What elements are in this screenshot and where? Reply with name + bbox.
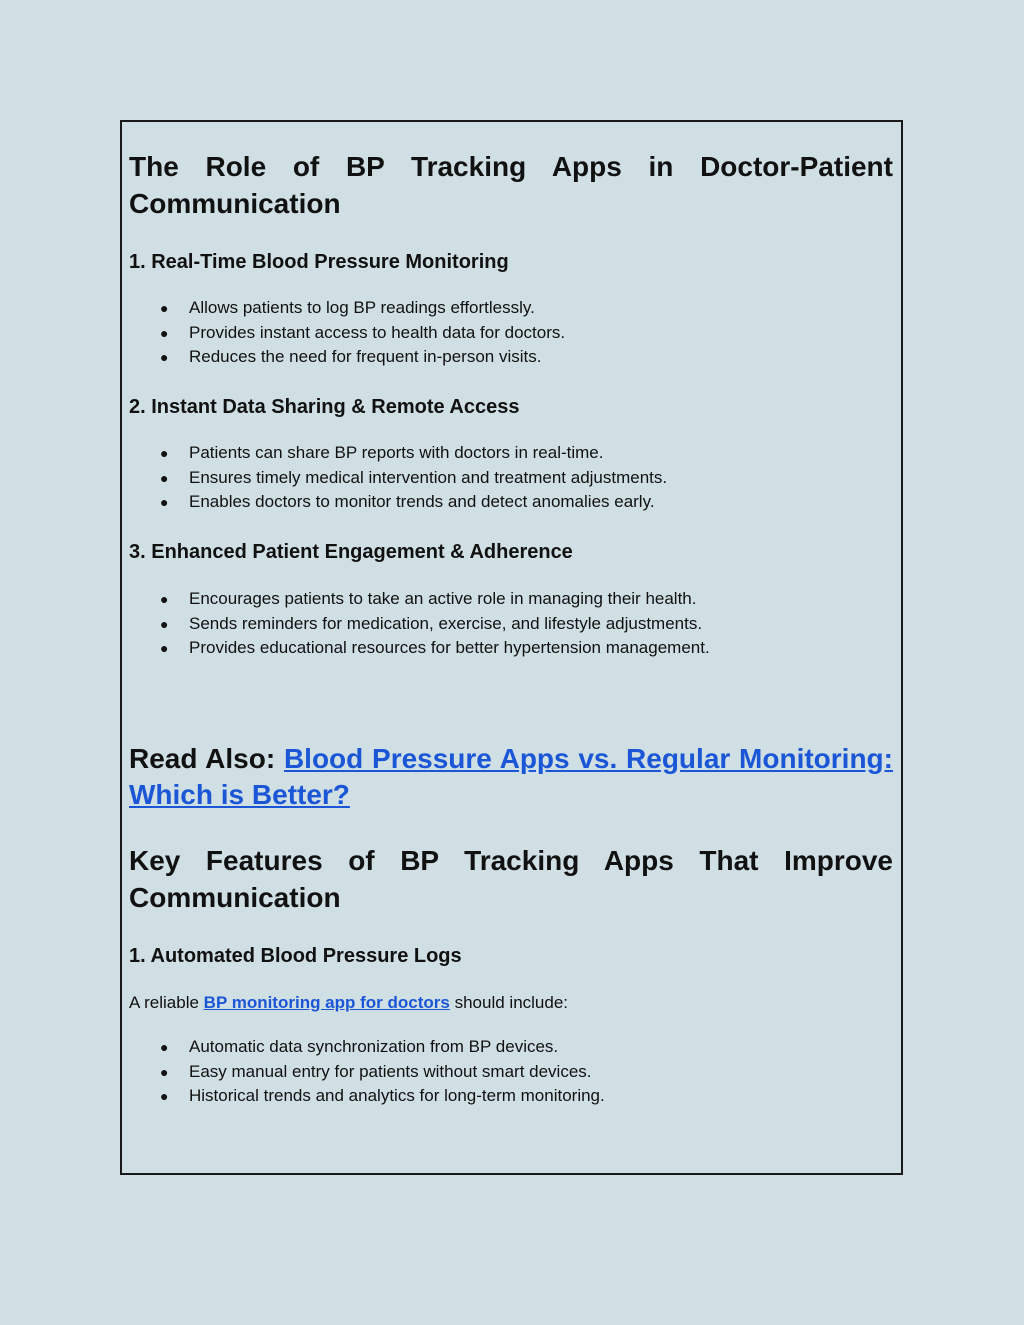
bullet-icon: ●	[160, 640, 169, 656]
bullet-icon: ●	[160, 324, 169, 341]
read-also	[129, 741, 893, 813]
subheading-realtime-monitoring: 1. Real-Time Blood Pressure Monitoring	[129, 251, 509, 273]
bullet-list-engagement	[129, 587, 893, 661]
bullet-icon: ●	[160, 1039, 169, 1055]
bullet-icon: ●	[160, 445, 169, 461]
role-heading: The Role of BP Tracking Apps in Doctor-Patient Communication	[129, 151, 893, 219]
bullet-icon: ●	[160, 1088, 169, 1104]
bullet-icon: ●	[160, 349, 169, 365]
bullet-list-features	[129, 1035, 893, 1109]
subheading-data-sharing: 2. Instant Data Sharing & Remote Access	[129, 396, 520, 418]
list-item: ● Provides instant access to health data for doctors.	[129, 321, 893, 346]
list-item: ● Patients can share BP reports with doctors in real-time.	[129, 441, 893, 466]
subheading-engagement: 3. Enhanced Patient Engagement & Adherence	[129, 541, 573, 563]
bullet-icon: ●	[160, 469, 169, 486]
bullet-icon: ●	[160, 494, 169, 510]
list-item: ● Historical trends and analytics for long-term monitoring.	[129, 1084, 893, 1109]
read-also-label: Read Also:	[129, 743, 276, 774]
list-item: ● Encourages patients to take an active role in managing their health.	[129, 587, 893, 612]
bullet-icon: ●	[160, 300, 169, 316]
read-also-link[interactable]: Blood Pressure Apps vs. Regular Monitoring: Which is Better?	[129, 743, 893, 810]
bullet-list-data-sharing	[129, 441, 893, 515]
list-item: ● Ensures timely medical intervention and treatment adjustments.	[129, 466, 893, 491]
bp-monitoring-app-link[interactable]: BP monitoring app for doctors	[203, 993, 450, 1012]
subheading-automated-logs: 1. Automated Blood Pressure Logs	[129, 945, 462, 967]
list-item: ● Sends reminders for medication, exercise, and lifestyle adjustments.	[129, 612, 893, 637]
list-item: ● Reduces the need for frequent in-person visits.	[129, 345, 893, 370]
list-item: ● Provides educational resources for better hypertension management.	[129, 636, 893, 661]
list-item: ● Easy manual entry for patients without smart devices.	[129, 1060, 893, 1085]
intro-paragraph: A reliable BP monitoring app for doctors should include:	[129, 993, 569, 1012]
list-item: ● Automatic data synchronization from BP devices.	[129, 1035, 893, 1060]
bullet-list-realtime	[129, 296, 893, 370]
bullet-icon: ●	[160, 591, 169, 607]
features-heading: Key Features of BP Tracking Apps That Improve Communication	[129, 845, 893, 913]
bullet-icon: ●	[160, 615, 169, 632]
bullet-icon: ●	[160, 1063, 169, 1080]
list-item: ● Allows patients to log BP readings effortlessly.	[129, 296, 893, 321]
list-item: ● Enables doctors to monitor trends and detect anomalies early.	[129, 490, 893, 515]
